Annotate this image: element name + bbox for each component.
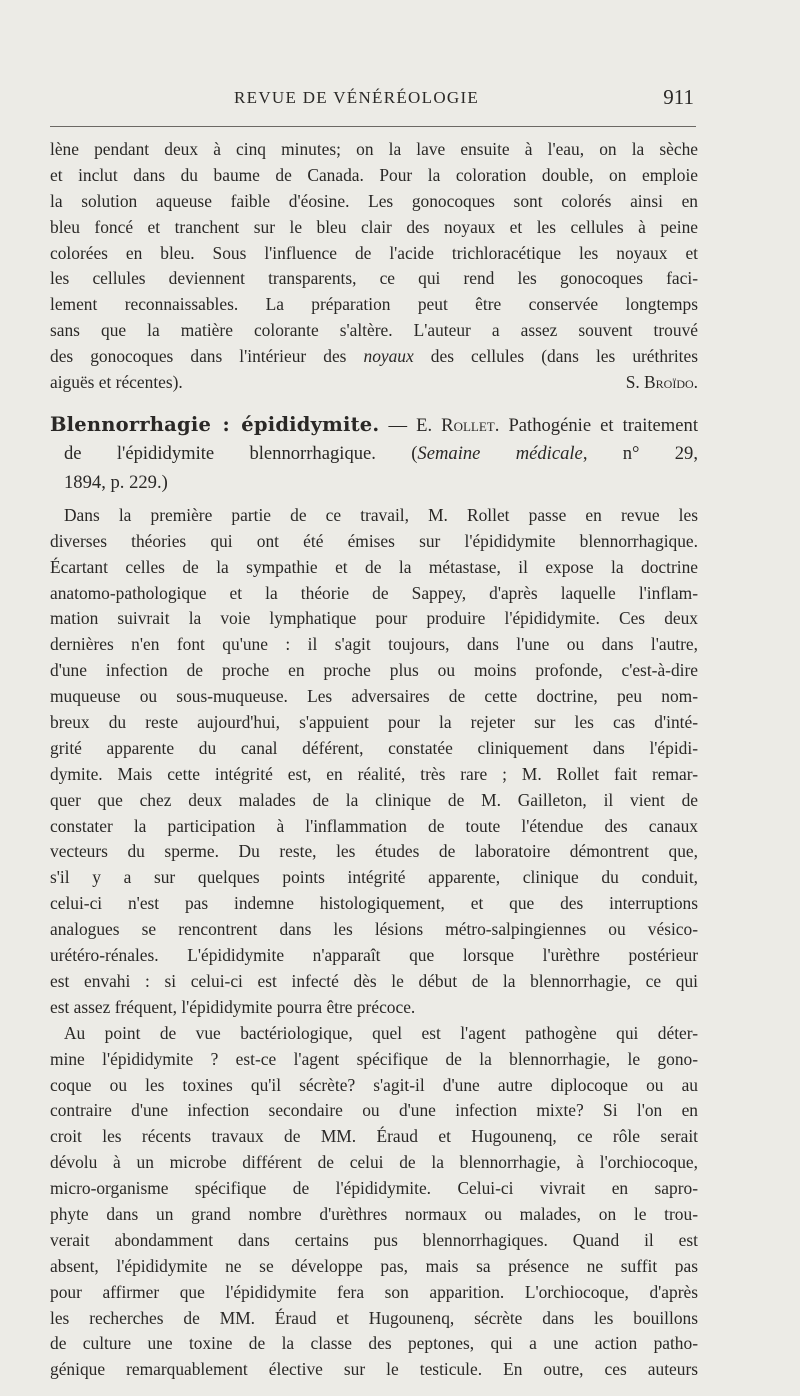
text-line: verait abondamment dans certains pus blennorrhagiques. Quand il est bbox=[50, 1229, 698, 1250]
text-line: la solution aqueuse faible d'éosine. Les gonocoques sont colorés ainsi en bbox=[50, 190, 698, 211]
text-line: contraire d'une infection secondaire ou d'une infection mixte? Si l'on en bbox=[50, 1100, 698, 1121]
text-line: les cellules deviennent transparents, ce qui rend les gonocoques faci- bbox=[50, 268, 698, 289]
text-line: celui-ci n'est pas indemne histologiquement, et que des interruptions bbox=[50, 893, 698, 914]
running-title: REVUE DE VÉNÉRÉOLOGIE bbox=[234, 88, 480, 107]
text-line: Écartant celles de la sympathie et de la métastase, il expose la doctrine bbox=[50, 556, 698, 577]
text-line: analogues se rencontrent dans les lésions métro-salpingiennes ou vésico- bbox=[50, 919, 698, 940]
text-line: dymite. Mais cette intégrité est, en réalité, très rare ; M. Rollet fait remar- bbox=[50, 763, 698, 784]
article-author: Rollet bbox=[441, 414, 495, 436]
text-line: grité apparente du canal déférent, constatée cliniquement dans l'épidi- bbox=[50, 737, 698, 758]
text-segment: . Pathogénie et traitement bbox=[494, 414, 698, 436]
text-line: de culture une toxine de la classe des peptones, qui a une action patho- bbox=[50, 1333, 698, 1354]
text-segment: des cellules (dans les uréthrites bbox=[413, 346, 698, 367]
text-line: absent, l'épididymite ne se développe pas, mais sa présence ne suffit pas bbox=[50, 1255, 698, 1276]
text-line: les recherches de MM. Éraud et Hugounenq, sécrète dans les bouillons bbox=[50, 1307, 698, 1328]
text-line: micro-organisme spécifique de l'épididymite. Celui-ci vivrait en sapro- bbox=[50, 1178, 698, 1199]
text-line: dévolu à un microbe différent de celui de la blennorrhagie, à l'orchiocoque, bbox=[50, 1152, 698, 1173]
header-rule bbox=[50, 126, 696, 127]
text-line: génique remarquablement élective sur le testicule. En outre, ces auteurs bbox=[50, 1359, 698, 1380]
body-text bbox=[50, 137, 698, 1383]
text-line: est assez fréquent, l'épididymite pourra être précoce. bbox=[50, 996, 416, 1017]
text-line: Dans la première partie de ce travail, M. Rollet passe en revue les bbox=[64, 504, 698, 525]
text-line: Au point de vue bactériologique, quel est l'agent pathogène qui déter- bbox=[64, 1022, 698, 1043]
text-line: mine l'épididymite ? est-ce l'agent spécifique de la blennorrhagie, le gono- bbox=[50, 1048, 698, 1069]
text-line: et inclut dans du baume de Canada. Pour la coloration double, on emploie bbox=[50, 164, 698, 185]
text-line-with-signature bbox=[50, 370, 698, 396]
author-signature: S. Broïdo. bbox=[625, 372, 698, 393]
text-segment: , n° 29, bbox=[582, 442, 698, 464]
text-line: d'une infection de proche en proche plus ou moins profonde, c'est-à-dire bbox=[50, 660, 698, 681]
text-line: lène pendant deux à cinq minutes; on la lave ensuite à l'eau, on la sèche bbox=[50, 139, 698, 159]
text-line bbox=[50, 344, 698, 370]
text-line: anatomo-pathologique et la théorie de Sappey, d'après laquelle l'inflam- bbox=[50, 582, 698, 603]
text-line: dernières n'en font qu'une : il s'agit toujours, dans l'une ou dans l'autre, bbox=[50, 634, 698, 655]
text-line: urétéro-rénales. L'épididymite n'apparaît que lorsque l'urèthre postérieur bbox=[50, 945, 698, 966]
text-line: muqueuse ou sous-muqueuse. Les adversaires de cette doctrine, peu nom- bbox=[50, 686, 698, 707]
text-line: s'il y a sur quelques points intégrité apparente, clinique du conduit, bbox=[50, 867, 698, 888]
text-line: vecteurs du sperme. Du reste, les études de laboratoire démontrent que, bbox=[50, 841, 698, 862]
text-line: breux du reste aujourd'hui, s'appuient pour la rejeter sur les cas d'inté- bbox=[50, 712, 698, 733]
journal-name: Semaine médicale bbox=[417, 442, 583, 464]
article-heading-line: 1894, p. 229.) bbox=[64, 471, 168, 493]
article-heading-line bbox=[50, 410, 698, 439]
text-segment: de l'épididymite blennorrhagique. ( bbox=[64, 442, 418, 464]
text-line: bleu foncé et tranchent sur le bleu clair des noyaux et les cellules à peine bbox=[50, 216, 698, 237]
text-line: croit les récents travaux de MM. Éraud et Hugounenq, ce rôle serait bbox=[50, 1126, 698, 1147]
text-line: diverses théories qui ont été émises sur l'épididymite blennorrhagique. bbox=[50, 530, 698, 551]
text-segment: des gonocoques dans l'intérieur des bbox=[50, 346, 364, 367]
text-line: quer que chez deux malades de la clinique de M. Gailleton, il vient de bbox=[50, 789, 698, 810]
text-line: pour affirmer que l'épididymite fera son apparition. L'orchiocoque, d'après bbox=[50, 1281, 698, 1302]
text-line: est envahi : si celui-ci est infecté dès le début de la blennorrhagie, ce qui bbox=[50, 970, 698, 991]
text-line: sans que la matière colorante s'altère. L'auteur a assez souvent trouvé bbox=[50, 320, 698, 341]
text-line: constater la participation à l'inflammation de toute l'étendue des canaux bbox=[50, 815, 698, 836]
italic-text: noyaux bbox=[363, 346, 414, 367]
text-segment: aiguës et récentes). bbox=[50, 372, 183, 393]
text-line: phyte dans un grand nombre d'urèthres normaux ou malades, on le trou- bbox=[50, 1203, 698, 1224]
article-heading-line bbox=[50, 439, 698, 468]
text-segment: — E. bbox=[379, 414, 442, 436]
page-header bbox=[50, 82, 696, 116]
text-line: lement reconnaissables. La préparation peut être conservée longtemps bbox=[50, 294, 698, 315]
text-line: colorées en bleu. Sous l'influence de l'acide trichloracétique les noyaux et bbox=[50, 242, 698, 263]
text-line: mation suivrait la voie lymphatique pour produire l'épididymite. Ces deux bbox=[50, 608, 698, 629]
page-number: 911 bbox=[663, 85, 694, 109]
section-gap bbox=[50, 396, 698, 410]
article-title: Blennorrhagie : épididymite. bbox=[50, 412, 380, 436]
text-line: coque ou les toxines qu'il sécrète? s'agit-il d'une autre diplocoque ou au bbox=[50, 1074, 698, 1095]
